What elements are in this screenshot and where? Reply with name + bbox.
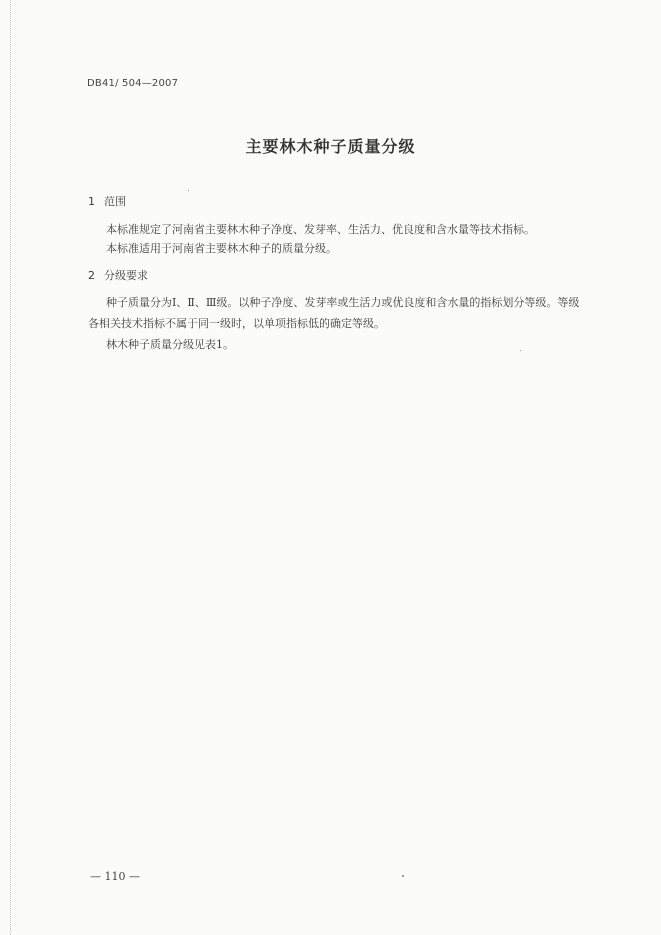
scan-speck (402, 875, 404, 877)
document-code: DB41/ 504—2007 (87, 78, 179, 89)
section-1-heading (88, 193, 126, 209)
section-2-heading (88, 267, 148, 283)
section-1-title: 范围 (104, 195, 126, 208)
scan-speck (188, 190, 189, 191)
page-number: — 110 — (90, 870, 140, 883)
section-2-paragraph-2: 林木种子质量分级见表1。 (106, 338, 234, 351)
section-2-number: 2 (88, 269, 95, 282)
section-2-paragraph-1: 种子质量分为Ⅰ、Ⅱ、Ⅲ级。以种子净度、发芽率或生活力或优良度和含水量的指标划分等级。等级各相关技术指标不属于同一级时，以单项指标低的确定等级。 (88, 296, 580, 330)
section-1-number: 1 (88, 195, 95, 208)
section-1-paragraph-1: 本标准规定了河南省主要林木种子净度、发芽率、生活力、优良度和含水量等技术指标。 (106, 223, 535, 236)
section-1-paragraph-2: 本标准适用于河南省主要林木种子的质量分级。 (106, 242, 337, 255)
document-title: 主要林木种子质量分级 (245, 137, 416, 156)
section-2-title: 分级要求 (104, 269, 148, 282)
scan-speck (520, 350, 521, 351)
